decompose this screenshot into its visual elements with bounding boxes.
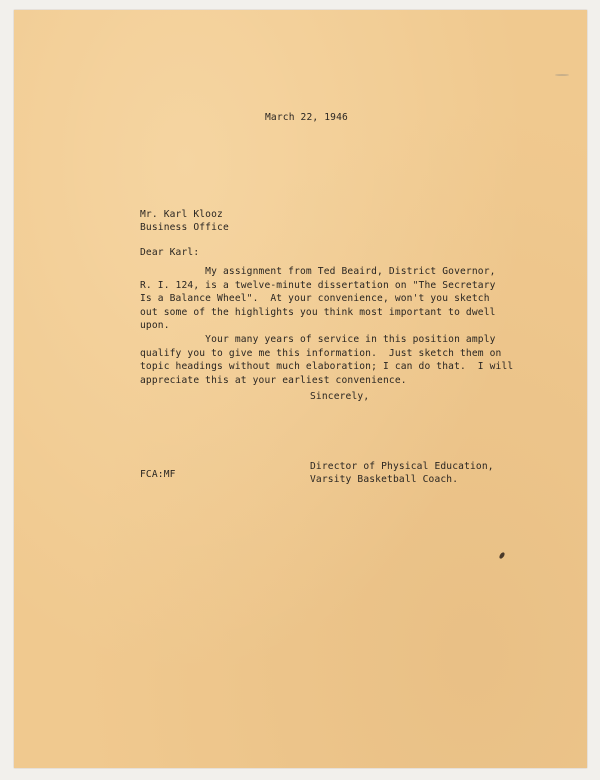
paragraph-line: My assignment from Ted Beaird, District Governor, (140, 266, 496, 277)
closing: Sincerely, (310, 391, 370, 402)
recipient-office: Business Office (140, 222, 229, 233)
paragraph-line: Your many years of service in this position amply (140, 334, 496, 345)
paragraph-line: out some of the highlights you think most important to dwell (140, 306, 496, 318)
paragraph-line: qualify you to give me this information. Just sketch them on (140, 347, 502, 359)
signature-title-2: Varsity Basketball Coach. (310, 474, 459, 485)
letter-date: March 22, 1946 (265, 112, 348, 123)
salutation: Dear Karl: (140, 247, 200, 258)
body-paragraph-2 (140, 333, 513, 387)
recipient-name: Mr. Karl Klooz (140, 209, 223, 220)
paragraph-line: appreciate this at your earliest convenience. (140, 374, 407, 386)
paragraph-line: upon. (140, 320, 170, 331)
body-paragraph-1 (140, 265, 496, 333)
paper-mark (555, 74, 569, 76)
paragraph-line: R. I. 124, is a twelve-minute dissertation on "The Secretary (140, 279, 496, 291)
typist-initials: FCA:MF (140, 469, 176, 480)
paragraph-line: Is a Balance Wheel". At your convenience, won't you sketch (140, 293, 490, 304)
paragraph-line: topic headings without much elaboration; I can do that. I will (140, 361, 514, 372)
signature-title-1: Director of Physical Education, (310, 461, 494, 472)
